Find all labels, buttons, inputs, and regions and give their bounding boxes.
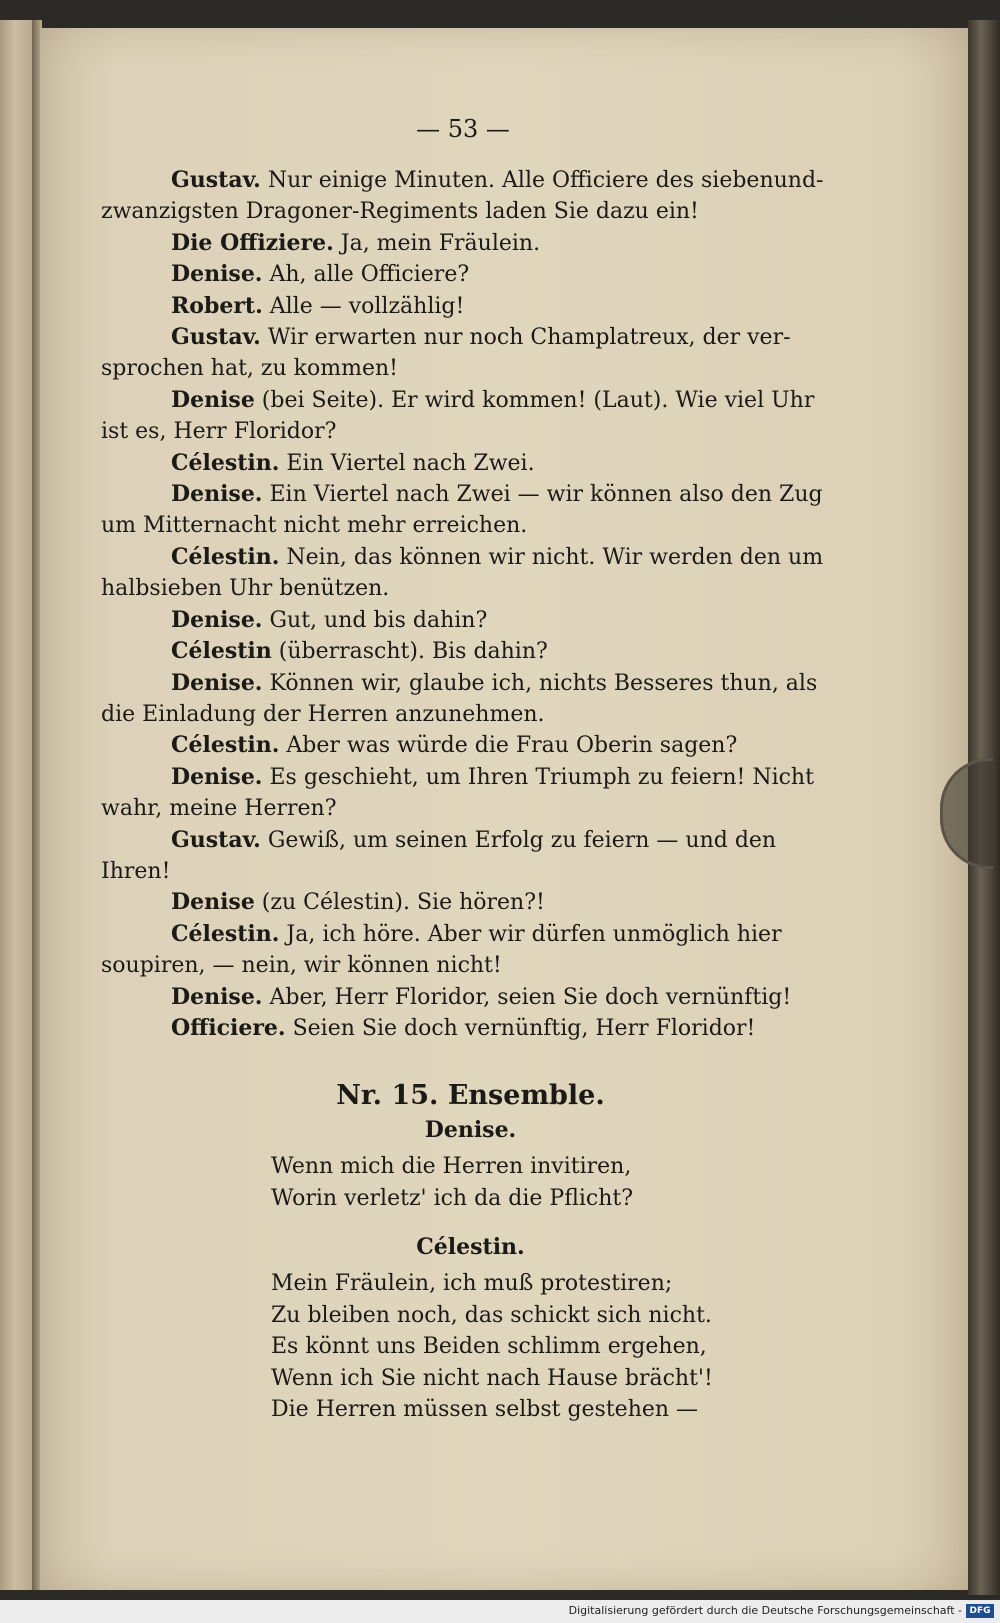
- speech-text: Ja, mein Fräulein.: [333, 230, 541, 256]
- verse-line: Es könnt uns Beiden schlimm ergehen,: [271, 1334, 707, 1360]
- speech-text: Ein Viertel nach Zwei.: [279, 450, 535, 476]
- song-speaker: Célestin.: [416, 1234, 525, 1261]
- dialogue-line: [101, 636, 825, 667]
- speech-text: Ja, ich höre. Aber wir dürfen unmöglich hier: [279, 921, 782, 947]
- speaker-name: Denise.: [171, 481, 263, 508]
- verse-line: Wenn mich die Herren invitiren,: [271, 1154, 632, 1180]
- speaker-name: Célestin: [171, 638, 272, 665]
- speaker-name: Denise.: [171, 669, 263, 696]
- speaker-name: Célestin.: [171, 449, 280, 476]
- speech-text: (überrascht). Bis dahin?: [271, 639, 548, 665]
- dialogue-line: [101, 1013, 825, 1044]
- footer-credit: Digitalisierung gefördert durch die Deutsche Forschungsgemeinschaft -: [568, 1604, 962, 1617]
- dfg-logo-icon: DFG: [966, 1604, 994, 1618]
- dialogue-line: [101, 291, 825, 322]
- dialogue-line: [101, 762, 825, 793]
- speech-continuation: ist es, Herr Floridor?: [101, 419, 337, 445]
- speaker-name: Denise: [171, 386, 255, 413]
- footer-bar: [0, 1600, 1000, 1623]
- dialogue-line: [101, 730, 825, 761]
- dialogue-line: [101, 919, 825, 950]
- speech-continuation: sprochen hat, zu kommen!: [101, 356, 398, 382]
- speech-text: (bei Seite). Er wird kommen! (Laut). Wie viel Uhr: [254, 387, 815, 413]
- dialogue-line: [101, 542, 825, 573]
- speech-text: Können wir, glaube ich, nichts Besseres thun, als: [262, 670, 818, 696]
- verse-line: Zu bleiben noch, das schickt sich nicht.: [271, 1302, 712, 1328]
- speech-continuation: um Mitternacht nicht mehr erreichen.: [101, 513, 528, 539]
- speech-text: Wir erwarten nur noch Champlatreux, der ver-: [260, 325, 791, 351]
- left-page-edge: [0, 20, 32, 1590]
- dialogue-line: [101, 668, 825, 699]
- page-number: — 53 —: [416, 115, 510, 143]
- speaker-name: Robert.: [171, 292, 263, 319]
- verse-line: Mein Fräulein, ich muß protestiren;: [271, 1271, 673, 1297]
- speaker-name: Denise.: [171, 763, 263, 790]
- speaker-name: Denise.: [171, 983, 263, 1010]
- speech-text: Seien Sie doch vernünftig, Herr Floridor!: [285, 1015, 756, 1041]
- speech-text: Aber, Herr Floridor, seien Sie doch vernünftig!: [262, 984, 792, 1010]
- dialogue-line: [101, 322, 825, 353]
- dialogue-line: [101, 825, 825, 856]
- speech-continuation: zwanzigsten Dragoner-Regiments laden Sie dazu ein!: [101, 199, 699, 225]
- speech-text: Gewiß, um seinen Erfolg zu feiern — und den: [260, 827, 777, 853]
- speech-text: Nur einige Minuten. Alle Officiere des siebenund-: [260, 168, 824, 193]
- speech-text: Alle — vollzählig!: [262, 293, 465, 319]
- speech-text: Gut, und bis dahin?: [262, 607, 488, 633]
- speech-continuation: wahr, meine Herren?: [101, 796, 337, 822]
- speaker-name: Gustav.: [171, 324, 261, 351]
- speaker-name: Célestin.: [171, 920, 280, 947]
- dialogue-block: [101, 165, 825, 1044]
- speech-text: Ah, alle Officiere?: [262, 262, 470, 288]
- dialogue-line: [101, 385, 825, 416]
- dialogue-line: [101, 479, 825, 510]
- dialogue-line: [101, 448, 825, 479]
- speaker-name: Denise: [171, 889, 255, 916]
- dialogue-line: [101, 165, 825, 196]
- speaker-name: Gustav.: [171, 167, 261, 193]
- speech-text: (zu Célestin). Sie hören?!: [254, 890, 545, 916]
- speaker-name: Denise.: [171, 606, 263, 633]
- speaker-name: Denise.: [171, 261, 263, 288]
- dialogue-line: [101, 982, 825, 1013]
- speaker-name: Célestin.: [171, 732, 280, 759]
- speech-text: Es geschieht, um Ihren Triumph zu feiern! Nicht: [262, 764, 814, 790]
- speech-continuation: halbsieben Uhr benützen.: [101, 576, 390, 602]
- speaker-name: Célestin.: [171, 543, 280, 570]
- song-speaker: Denise.: [424, 1117, 517, 1144]
- speech-text: Nein, das können wir nicht. Wir werden den um: [279, 544, 824, 570]
- speaker-name: Officiere.: [171, 1014, 286, 1041]
- speaker-name: Gustav.: [171, 826, 261, 853]
- speaker-name: Die Offiziere.: [171, 229, 334, 256]
- number-title: Nr. 15. Ensemble.: [336, 1080, 605, 1112]
- verse-line: Wenn ich Sie nicht nach Hause brächt'!: [271, 1365, 713, 1391]
- page-content: [101, 115, 825, 1426]
- verse-gap: [101, 1214, 825, 1228]
- verse-line: Die Herren müssen selbst gestehen —: [271, 1397, 699, 1423]
- verse-line: Worin verletz' ich da die Pflicht?: [271, 1185, 634, 1211]
- song-block: [101, 1117, 825, 1426]
- speech-continuation: Ihren!: [101, 858, 171, 884]
- speech-text: Ein Viertel nach Zwei — wir können also den Zug: [262, 482, 823, 508]
- speech-continuation: soupiren, — nein, wir können nicht!: [101, 953, 502, 979]
- dialogue-line: [101, 605, 825, 636]
- speech-text: Aber was würde die Frau Oberin sagen?: [279, 733, 738, 759]
- dialogue-line: [101, 887, 825, 918]
- dialogue-line: [101, 259, 825, 290]
- dialogue-line: [101, 228, 825, 259]
- speech-continuation: die Einladung der Herren anzunehmen.: [101, 701, 545, 727]
